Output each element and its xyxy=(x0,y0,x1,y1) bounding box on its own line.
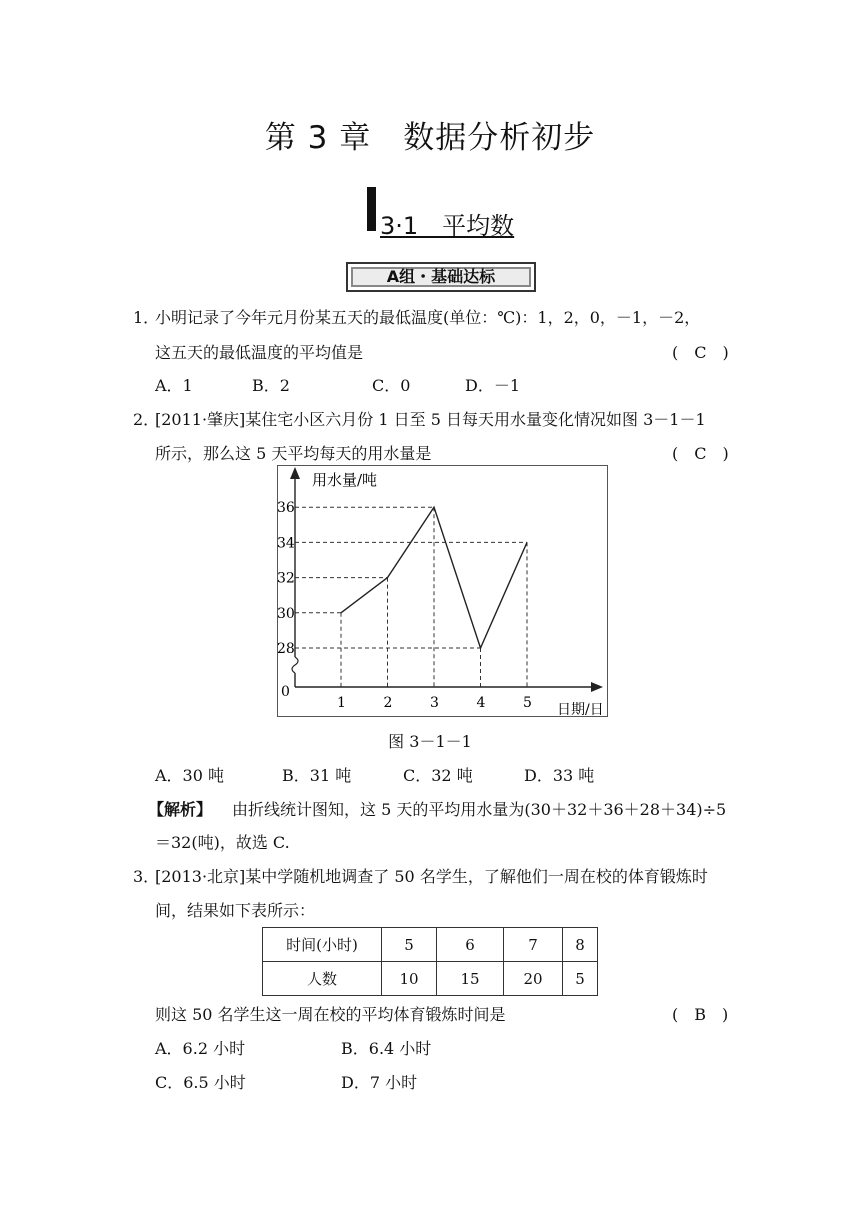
q3-text-line1: [2013·北京]某中学随机地调查了 50 名学生，了解他们一周在校的体育锻炼时 xyxy=(155,867,708,886)
q2-option-a: A．30 吨 xyxy=(155,766,225,785)
q1-option-a: A．1 xyxy=(155,376,193,395)
x-tick-label: 3 xyxy=(430,695,439,711)
q1-option-d: D．－1 xyxy=(465,376,521,395)
q1-answer: ( C ) xyxy=(672,343,729,362)
q3-option-b: B．6.4 小时 xyxy=(341,1039,432,1058)
q3-option-a: A．6.2 小时 xyxy=(155,1039,246,1058)
q3-option-c: C．6.5 小时 xyxy=(155,1073,246,1092)
y-tick-label: 32 xyxy=(277,570,295,587)
q2-analysis-tag: 【解析】 xyxy=(148,800,213,819)
group-label-box: A组・基础达标 xyxy=(346,262,536,292)
q1-number: 1． xyxy=(133,308,160,327)
chapter-title: 第 3 章 数据分析初步 xyxy=(264,120,596,156)
q1-text-line1: 小明记录了今年元月份某五天的最低温度(单位：℃)：1，2，0，－1，－2， xyxy=(155,308,701,327)
q2-number: 2． xyxy=(133,410,160,429)
q2-text-line1: [2011·肇庆]某住宅小区六月份 1 日至 5 日每天用水量变化情况如图 3－1－1 xyxy=(155,410,706,429)
section-title: 3·1 平均数 xyxy=(380,212,515,240)
q1-text-line2: 这五天的最低温度的平均值是 xyxy=(155,343,364,362)
q2-option-b: B．31 吨 xyxy=(282,766,352,785)
x-tick-label: 4 xyxy=(476,695,486,711)
chart-frame xyxy=(278,466,608,717)
q1-option-b: B．2 xyxy=(252,376,290,395)
y-axis-arrow xyxy=(290,467,300,479)
table-header-cell: 人数 xyxy=(263,962,382,996)
origin-label: 0 xyxy=(281,684,290,700)
table-cell: 15 xyxy=(437,962,504,996)
y-axis-label: 用水量/吨 xyxy=(312,471,378,489)
y-axis-break-icon xyxy=(292,657,298,673)
q3-number: 3． xyxy=(133,867,160,886)
q3-text-line2: 间，结果如下表所示： xyxy=(155,901,316,920)
table-row xyxy=(263,928,598,962)
q3-option-d: D．7 小时 xyxy=(341,1073,418,1092)
x-tick-label: 5 xyxy=(523,695,532,711)
table-cell: 7 xyxy=(504,928,563,962)
y-tick-label: 36 xyxy=(277,500,295,517)
table-cell: 6 xyxy=(437,928,504,962)
y-tick-label: 34 xyxy=(277,535,295,552)
q2-analysis-line1: 由折线统计图知，这 5 天的平均用水量为(30＋32＋36＋28＋34)÷5 xyxy=(232,800,727,819)
q2-analysis-line2: ＝32(吨)，故选 C. xyxy=(155,833,290,852)
q3-text-line3: 则这 50 名学生这一周在校的平均体育锻炼时间是 xyxy=(155,1005,506,1024)
figure-caption: 图 3－1－1 xyxy=(388,732,472,751)
q1-option-c: C．0 xyxy=(372,376,411,395)
q2-option-d: D．33 吨 xyxy=(524,766,595,785)
table-cell: 8 xyxy=(563,928,598,962)
q2-option-c: C．32 吨 xyxy=(403,766,473,785)
table-row xyxy=(263,962,598,996)
water-usage-line-chart xyxy=(277,465,611,719)
table-cell: 5 xyxy=(563,962,598,996)
table-header-cell: 时间(小时) xyxy=(263,928,382,962)
table-cell: 10 xyxy=(382,962,437,996)
x-axis-arrow xyxy=(591,682,603,692)
x-axis-label: 日期/日 xyxy=(557,702,604,718)
x-tick-label: 2 xyxy=(383,695,393,711)
q2-text-line2: 所示，那么这 5 天平均每天的用水量是 xyxy=(155,444,432,463)
table-cell: 20 xyxy=(504,962,563,996)
y-tick-label: 30 xyxy=(277,605,295,622)
section-marker-bar xyxy=(367,187,376,231)
exercise-time-table xyxy=(262,927,598,996)
y-tick-label: 28 xyxy=(277,641,295,657)
q3-answer: ( B ) xyxy=(672,1005,729,1024)
table-cell: 5 xyxy=(382,928,437,962)
q2-answer: ( C ) xyxy=(672,444,729,463)
x-tick-label: 1 xyxy=(337,695,346,711)
